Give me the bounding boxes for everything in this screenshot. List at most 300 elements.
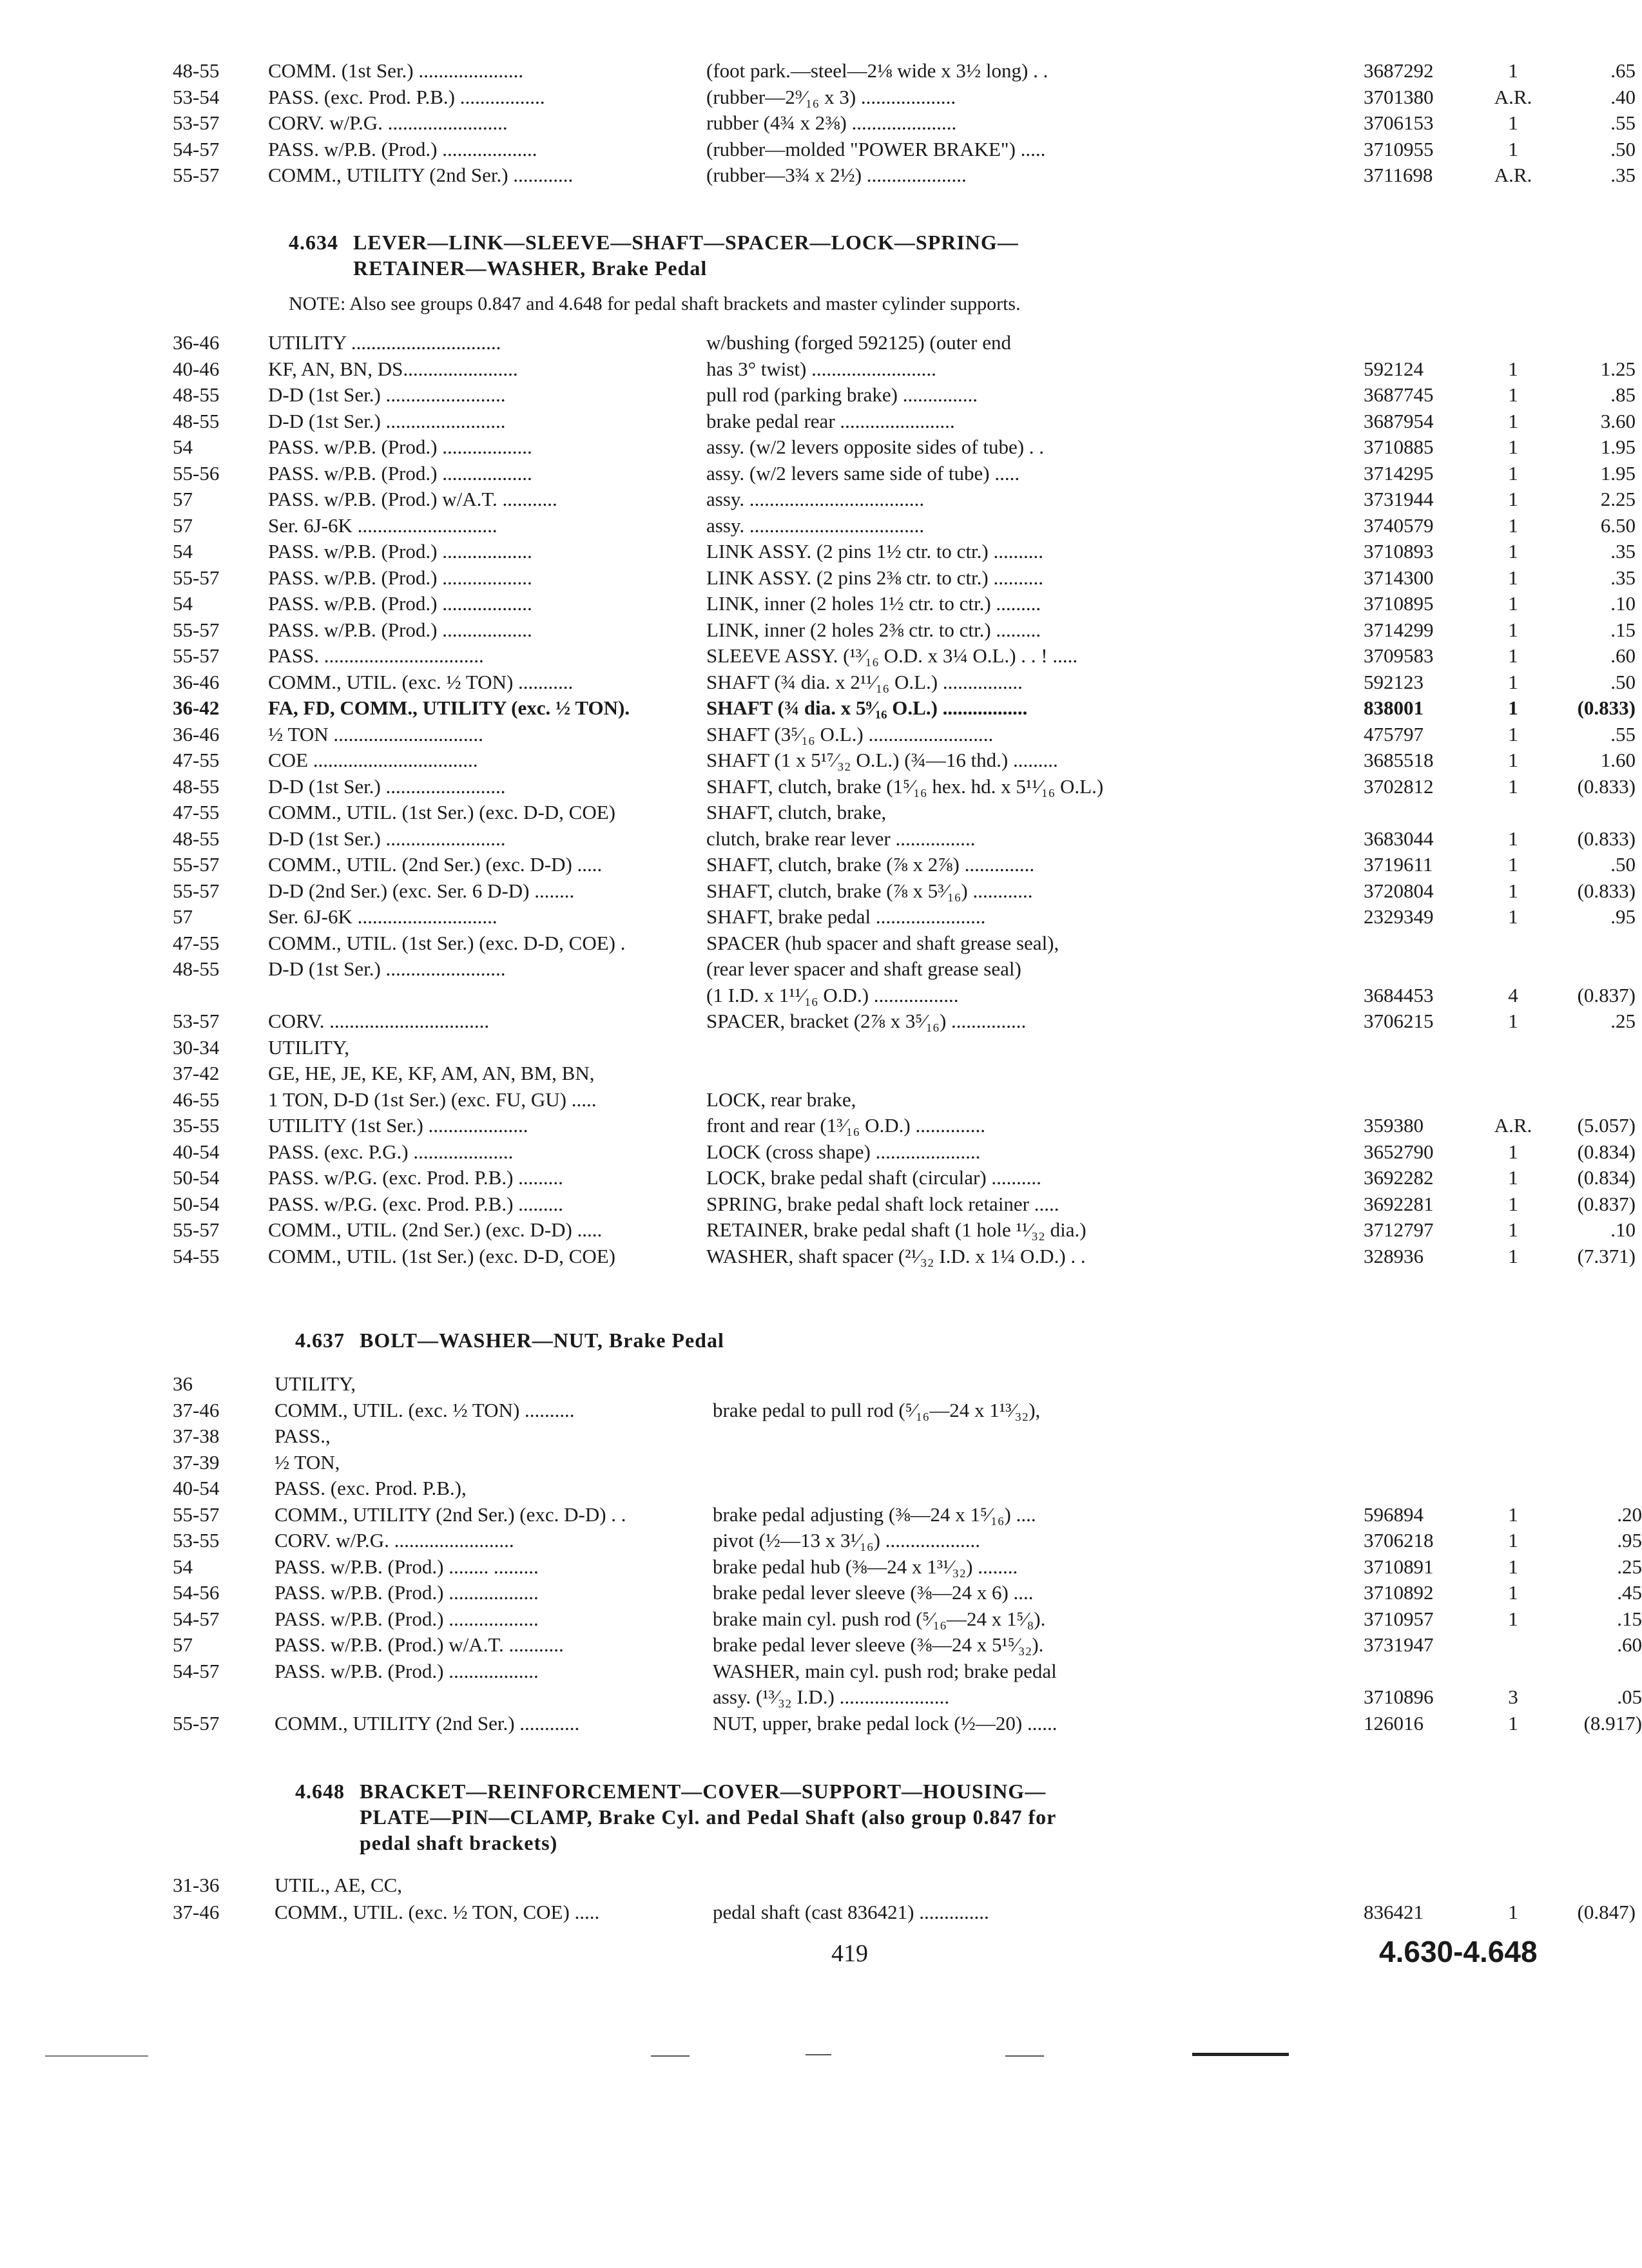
- table-row: [173, 1528, 1642, 1553]
- year-range: 54-57: [173, 1660, 220, 1682]
- price: 6.50: [1600, 514, 1636, 537]
- quantity: 1: [1508, 566, 1518, 589]
- price: 2.25: [1600, 488, 1636, 510]
- table-row: [173, 956, 1455, 982]
- price: .95: [1617, 1529, 1642, 1552]
- description: has 3° twist) .........................: [706, 358, 936, 380]
- year-range: 57: [173, 488, 193, 510]
- year-range: 57: [173, 905, 193, 928]
- price: 1.60: [1600, 749, 1636, 771]
- quantity: 1: [1508, 1503, 1518, 1526]
- application: UTILITY (1st Ser.) ....................: [268, 1114, 528, 1137]
- quantity: 1: [1508, 775, 1518, 798]
- table-row: [173, 1632, 1642, 1658]
- year-range: 36-46: [173, 671, 220, 693]
- section-heading-4634: [289, 228, 1019, 256]
- part-number: 126016: [1364, 1712, 1424, 1735]
- application: D-D (2nd Ser.) (exc. Ser. 6 D-D) ........: [268, 879, 575, 902]
- price: (0.834): [1577, 1166, 1636, 1189]
- price: 3.60: [1600, 410, 1636, 432]
- year-range: 36: [173, 1372, 193, 1395]
- description: assy. ...................................: [706, 488, 925, 510]
- table-row: [173, 826, 1636, 852]
- year-range: 55-57: [173, 1503, 220, 1526]
- part-number: 328936: [1364, 1245, 1424, 1267]
- year-range: 55-57: [173, 164, 220, 186]
- year-range: 53-55: [173, 1529, 220, 1552]
- scan-artifact: [651, 2055, 690, 2057]
- table-row: [173, 382, 1636, 408]
- application: PASS. w/P.G. (exc. Prod. P.B.) .........: [268, 1166, 563, 1189]
- section-title-line1: BRACKET—REINFORCEMENT—COVER—SUPPORT—HOUSING—: [360, 1780, 1047, 1803]
- table-row: [173, 852, 1636, 878]
- quantity: 1: [1508, 1529, 1518, 1552]
- year-range: 30-34: [173, 1036, 220, 1059]
- quantity: 3: [1508, 1686, 1518, 1708]
- part-number: 3709583: [1364, 644, 1434, 667]
- table-row: [173, 1684, 1642, 1710]
- year-range: 54-57: [173, 138, 220, 160]
- table-row: [173, 1061, 1455, 1086]
- application: PASS. w/P.B. (Prod.) ..................: [268, 462, 532, 485]
- description: SPACER (hub spacer and shaft grease seal),: [706, 932, 1059, 954]
- table-row: [173, 643, 1636, 669]
- description: brake main cyl. push rod (⁵⁄₁₆—24 x 1⁵⁄₈).: [713, 1608, 1046, 1630]
- price: 1.95: [1600, 436, 1636, 458]
- part-number: 3652790: [1364, 1140, 1434, 1163]
- year-range: 48-55: [173, 59, 220, 82]
- quantity: 1: [1508, 1166, 1518, 1189]
- description: assy. (w/2 levers opposite sides of tube) . .: [706, 436, 1045, 458]
- table-row: [173, 1217, 1636, 1243]
- part-number: 3731944: [1364, 488, 1434, 510]
- application: COMM., UTIL. (1st Ser.) (exc. D-D, COE): [268, 801, 615, 823]
- table-row: [173, 669, 1636, 695]
- price: (0.833): [1577, 697, 1636, 719]
- application: UTILITY,: [268, 1036, 349, 1059]
- quantity: 1: [1508, 879, 1518, 902]
- part-number: 836421: [1364, 1901, 1424, 1923]
- price: .50: [1610, 138, 1636, 160]
- part-number: 3692281: [1364, 1193, 1434, 1215]
- description: SPACER, bracket (2⅞ x 3⁵⁄₁₆) ...............: [706, 1010, 1027, 1032]
- application: COMM., UTIL. (1st Ser.) (exc. D-D, COE): [268, 1245, 615, 1267]
- description: SHAFT, brake pedal ......................: [706, 905, 986, 928]
- application: D-D (1st Ser.) ........................: [268, 775, 506, 798]
- year-range: 48-55: [173, 383, 220, 406]
- description: LINK, inner (2 holes 2⅜ ctr. to ctr.) .........: [706, 619, 1041, 641]
- application: CORV. w/P.G. ........................: [268, 111, 508, 134]
- quantity: 1: [1508, 697, 1518, 719]
- table-row: [173, 800, 1455, 825]
- year-range: 37-42: [173, 1062, 220, 1084]
- description: LINK ASSY. (2 pins 2⅜ ctr. to ctr.) ..........: [706, 566, 1043, 589]
- part-number: 3712797: [1364, 1218, 1434, 1241]
- application: CORV. ................................: [268, 1010, 490, 1032]
- quantity: 1: [1508, 540, 1518, 562]
- quantity: 1: [1508, 1245, 1518, 1267]
- price: .50: [1610, 671, 1636, 693]
- part-number: 3714295: [1364, 462, 1434, 485]
- description: SHAFT (1 x 5¹⁷⁄₃₂ O.L.) (¾—16 thd.) .........: [706, 749, 1058, 771]
- description: pedal shaft (cast 836421) ..............: [713, 1901, 989, 1923]
- table-row: [173, 930, 1455, 956]
- year-range: 40-54: [173, 1477, 220, 1499]
- description: LOCK, rear brake,: [706, 1088, 856, 1111]
- application: UTILITY ..............................: [268, 331, 501, 354]
- description: (rubber—3¾ x 2½) ....................: [706, 164, 967, 186]
- year-range: 37-46: [173, 1399, 220, 1421]
- table-row: [173, 1087, 1455, 1113]
- application: COMM., UTIL. (exc. ½ TON) ..........: [275, 1399, 575, 1421]
- description: brake pedal lever sleeve (⅜—24 x 5¹⁵⁄₃₂).: [713, 1633, 1044, 1656]
- price: .05: [1617, 1686, 1642, 1708]
- application: PASS. w/P.B. (Prod.) ..................: [275, 1660, 539, 1682]
- quantity: 1: [1508, 1555, 1518, 1578]
- part-number: 3692282: [1364, 1166, 1434, 1189]
- year-range: 55-57: [173, 853, 220, 876]
- price: (0.833): [1577, 827, 1636, 850]
- year-range: 47-55: [173, 932, 220, 954]
- table-row: [173, 1899, 1636, 1925]
- section-number: 4.648: [295, 1780, 345, 1803]
- quantity: 1: [1508, 1712, 1518, 1735]
- year-range: 47-55: [173, 801, 220, 823]
- description: (foot park.—steel—2⅛ wide x 3½ long) . .: [706, 59, 1048, 82]
- part-number: 3687292: [1364, 59, 1434, 82]
- application: D-D (1st Ser.) ........................: [268, 827, 506, 850]
- application: D-D (1st Ser.) ........................: [268, 410, 506, 432]
- year-range: 53-57: [173, 1010, 220, 1032]
- description: brake pedal rear .......................: [706, 410, 955, 432]
- table-row: [173, 1658, 1455, 1684]
- year-range: 54: [173, 592, 193, 615]
- part-number: 3706218: [1364, 1529, 1434, 1552]
- price: .60: [1610, 644, 1636, 667]
- application: CORV. w/P.G. ........................: [275, 1529, 514, 1552]
- price: 1.95: [1600, 462, 1636, 485]
- table-row: [173, 774, 1636, 800]
- year-range: 36-46: [173, 723, 220, 745]
- table-row: [173, 330, 1455, 356]
- price: .25: [1610, 1010, 1636, 1032]
- application: PASS. w/P.B. (Prod.) w/A.T. ...........: [268, 488, 557, 510]
- year-range: 37-46: [173, 1901, 220, 1923]
- table-row: [173, 1244, 1636, 1269]
- year-range: 37-38: [173, 1425, 220, 1447]
- part-number: 3701380: [1364, 86, 1434, 108]
- quantity: 1: [1508, 410, 1518, 432]
- table-row: [173, 110, 1636, 136]
- quantity: 1: [1508, 1581, 1518, 1604]
- price: (0.834): [1577, 1140, 1636, 1163]
- year-range: 50-54: [173, 1193, 220, 1215]
- year-range: 57: [173, 514, 193, 537]
- year-range: 48-55: [173, 410, 220, 432]
- section-note: NOTE: Also see groups 0.847 and 4.648 for pedal shaft brackets and master cylinder supports.: [289, 293, 1021, 314]
- description: assy. (¹³⁄₃₂ I.D.) ......................: [713, 1686, 950, 1708]
- application: PASS. w/P.B. (Prod.) ..................: [268, 592, 532, 615]
- part-number: 3683044: [1364, 827, 1434, 850]
- table-row: [173, 1711, 1642, 1736]
- price: (0.837): [1577, 984, 1636, 1006]
- quantity: 1: [1508, 514, 1518, 537]
- quantity: 1: [1508, 723, 1518, 745]
- price: .95: [1610, 905, 1636, 928]
- year-range: 46-55: [173, 1088, 220, 1111]
- year-range: 54-55: [173, 1245, 220, 1267]
- table-row: [173, 1165, 1636, 1191]
- price: 1.25: [1600, 358, 1636, 380]
- application: COMM., UTILITY (2nd Ser.) (exc. D-D) . .: [275, 1503, 626, 1526]
- application: ½ TON,: [275, 1451, 340, 1474]
- description: WASHER, shaft spacer (²¹⁄₃₂ I.D. x 1¼ O.D.) . .: [706, 1245, 1086, 1267]
- application: 1 TON, D-D (1st Ser.) (exc. FU, GU) .....: [268, 1088, 597, 1111]
- section-title-line1: LEVER—LINK—SLEEVE—SHAFT—SPACER—LOCK—SPRING—: [353, 231, 1019, 254]
- application: PASS. w/P.B. (Prod.) ..................: [268, 619, 532, 641]
- quantity: 1: [1508, 619, 1518, 641]
- table-row: [173, 1502, 1642, 1528]
- table-row: [173, 137, 1636, 162]
- description: pull rod (parking brake) ...............: [706, 383, 978, 406]
- scan-artifact: [1005, 2055, 1044, 2057]
- application: KF, AN, BN, DS.......................: [268, 358, 518, 380]
- quantity: 1: [1508, 383, 1518, 406]
- application: PASS. (exc. Prod. P.B.) .................: [268, 86, 545, 108]
- quantity: 1: [1508, 671, 1518, 693]
- application: COMM., UTIL. (2nd Ser.) (exc. D-D) .....: [268, 1218, 603, 1241]
- price: .50: [1610, 853, 1636, 876]
- price: .55: [1610, 723, 1636, 745]
- part-number: 838001: [1364, 697, 1424, 719]
- table-row: [173, 1035, 1455, 1061]
- year-range: 54: [173, 1555, 193, 1578]
- table-row: [173, 1398, 1455, 1423]
- application: Ser. 6J-6K ............................: [268, 514, 497, 537]
- part-number: 3710896: [1364, 1686, 1434, 1708]
- part-number: 3710891: [1364, 1555, 1434, 1578]
- application: PASS. w/P.B. (Prod.) w/A.T. ...........: [275, 1633, 564, 1656]
- year-range: 48-55: [173, 775, 220, 798]
- quantity: 1: [1508, 436, 1518, 458]
- quantity: 1: [1508, 905, 1518, 928]
- description: assy. ...................................: [706, 514, 925, 537]
- section-number: 4.634: [289, 231, 338, 254]
- quantity: 1: [1508, 1193, 1518, 1215]
- price: .35: [1610, 164, 1636, 186]
- year-range: 36-46: [173, 331, 220, 354]
- table-row: [173, 408, 1636, 434]
- price: .20: [1617, 1503, 1642, 1526]
- application: GE, HE, JE, KE, KF, AM, AN, BM, BN,: [268, 1062, 595, 1084]
- price: (0.833): [1577, 879, 1636, 902]
- application: PASS. w/P.B. (Prod.) ..................: [275, 1608, 539, 1630]
- description: brake pedal adjusting (⅜—24 x 1⁵⁄₁₆) ....: [713, 1503, 1036, 1526]
- section-heading-4648: [295, 1777, 1046, 1805]
- table-row: [173, 1139, 1636, 1165]
- year-range: 48-55: [173, 957, 220, 980]
- quantity: 1: [1508, 1608, 1518, 1630]
- quantity: A.R.: [1494, 86, 1532, 108]
- description: brake pedal hub (⅜—24 x 1³¹⁄₃₂) ........: [713, 1555, 1018, 1578]
- application: PASS. w/P.B. (Prod.) ........ .........: [275, 1555, 539, 1578]
- part-number: 3719611: [1364, 853, 1433, 876]
- table-row: [173, 434, 1636, 460]
- description: (rubber—2⁹⁄₁₆ x 3) ...................: [706, 86, 956, 108]
- application: PASS. w/P.G. (exc. Prod. P.B.) .........: [268, 1193, 563, 1215]
- price: (0.837): [1577, 1193, 1636, 1215]
- application: ½ TON ..............................: [268, 723, 483, 745]
- application: PASS. w/P.B. (Prod.) ..................: [268, 566, 532, 589]
- table-row: [173, 1872, 1455, 1898]
- table-row: [173, 1475, 1455, 1501]
- section-number: 4.637: [295, 1329, 345, 1352]
- part-number: 3720804: [1364, 879, 1434, 902]
- application: UTILITY,: [275, 1372, 356, 1395]
- section-title-line2: PLATE—PIN—CLAMP, Brake Cyl. and Pedal Shaft (also group 0.847 for: [360, 1805, 1057, 1829]
- application: COMM., UTIL. (1st Ser.) (exc. D-D, COE) .: [268, 932, 626, 954]
- part-number: 359380: [1364, 1114, 1424, 1137]
- year-range: 54-56: [173, 1581, 220, 1604]
- quantity: 1: [1508, 749, 1518, 771]
- scan-artifact: [45, 2055, 148, 2057]
- section-title-line2: RETAINER—WASHER, Brake Pedal: [353, 256, 708, 280]
- price: .35: [1610, 566, 1636, 589]
- quantity: 1: [1508, 488, 1518, 510]
- table-row: [173, 617, 1636, 643]
- price: .45: [1617, 1581, 1642, 1604]
- price: .15: [1610, 619, 1636, 641]
- description: LINK ASSY. (2 pins 1½ ctr. to ctr.) ..........: [706, 540, 1043, 562]
- table-row: [173, 747, 1636, 773]
- table-row: [173, 565, 1636, 591]
- table-row: [173, 1450, 1455, 1475]
- application: UTIL., AE, CC,: [275, 1874, 403, 1896]
- table-row: [173, 513, 1636, 539]
- application: D-D (1st Ser.) ........................: [268, 383, 506, 406]
- part-number: 3710893: [1364, 540, 1434, 562]
- quantity: 1: [1508, 592, 1518, 615]
- table-row: [173, 162, 1636, 188]
- price: .15: [1617, 1608, 1642, 1630]
- year-range: 48-55: [173, 827, 220, 850]
- quantity: 4: [1508, 984, 1518, 1006]
- application: PASS. w/P.B. (Prod.) ..................: [268, 436, 532, 458]
- quantity: 1: [1508, 853, 1518, 876]
- year-range: 55-57: [173, 1218, 220, 1241]
- part-number: 3710955: [1364, 138, 1434, 160]
- price: .40: [1610, 86, 1636, 108]
- year-range: 55-56: [173, 462, 220, 485]
- part-number: 592124: [1364, 358, 1424, 380]
- year-range: 57: [173, 1633, 193, 1656]
- description: rubber (4¾ x 2⅜) .....................: [706, 111, 957, 134]
- price: (5.057): [1577, 1114, 1636, 1137]
- year-range: 55-57: [173, 879, 220, 902]
- application: PASS. w/P.B. (Prod.) ..................: [275, 1581, 539, 1604]
- quantity: 1: [1508, 827, 1518, 850]
- part-number: 3685518: [1364, 749, 1434, 771]
- application: COMM., UTIL. (2nd Ser.) (exc. D-D) .....: [268, 853, 603, 876]
- description: SHAFT, clutch, brake (1⁵⁄₁₆ hex. hd. x 5¹¹⁄₁₆ O.L.): [706, 775, 1104, 798]
- year-range: 53-57: [173, 111, 220, 134]
- description: SHAFT, clutch, brake,: [706, 801, 887, 823]
- section-title-line3: pedal shaft brackets): [360, 1831, 558, 1854]
- description: clutch, brake rear lever ................: [706, 827, 976, 850]
- year-range: 55-57: [173, 619, 220, 641]
- description: (rubber—molded "POWER BRAKE") .....: [706, 138, 1046, 160]
- quantity: A.R.: [1494, 164, 1532, 186]
- year-range: 47-55: [173, 749, 220, 771]
- part-number: 596894: [1364, 1503, 1424, 1526]
- year-range: 31-36: [173, 1874, 220, 1896]
- application: PASS.,: [275, 1425, 331, 1447]
- description: LINK, inner (2 holes 1½ ctr. to ctr.) .........: [706, 592, 1041, 615]
- price: (7.371): [1577, 1245, 1636, 1267]
- year-range: 50-54: [173, 1166, 220, 1189]
- year-range: 40-46: [173, 358, 220, 380]
- quantity: 1: [1508, 1140, 1518, 1163]
- description: RETAINER, brake pedal shaft (1 hole ¹¹⁄₃₂ dia.): [706, 1218, 1087, 1241]
- part-number: 3710957: [1364, 1608, 1434, 1630]
- application: COMM. (1st Ser.) .....................: [268, 59, 524, 82]
- application: PASS. (exc. P.G.) ....................: [268, 1140, 514, 1163]
- description: LOCK (cross shape) .....................: [706, 1140, 981, 1163]
- description: NUT, upper, brake pedal lock (½—20) ......: [713, 1712, 1058, 1735]
- price: .85: [1610, 383, 1636, 406]
- price: .25: [1617, 1555, 1642, 1578]
- part-number: 3740579: [1364, 514, 1434, 537]
- table-row: [173, 539, 1636, 564]
- table-row: [173, 722, 1636, 747]
- table-row: [173, 356, 1636, 382]
- description: pivot (½—13 x 3¹⁄₁₆) ...................: [713, 1529, 980, 1552]
- quantity: 1: [1508, 1218, 1518, 1241]
- application: COMM., UTIL. (exc. ½ TON) ...........: [268, 671, 574, 693]
- application: COMM., UTILITY (2nd Ser.) ............: [268, 164, 574, 186]
- part-number: 3702812: [1364, 775, 1434, 798]
- description: LOCK, brake pedal shaft (circular) ..........: [706, 1166, 1041, 1189]
- description: SHAFT (¾ dia. x 5⁹⁄₁₆ O.L.) .................: [706, 697, 1028, 719]
- table-row: [173, 591, 1636, 617]
- year-range: 54: [173, 436, 193, 458]
- description: SHAFT (3⁵⁄₁₆ O.L.) .........................: [706, 723, 994, 745]
- part-number: 3731947: [1364, 1633, 1434, 1656]
- table-row: [173, 486, 1636, 512]
- application: COE .................................: [268, 749, 478, 771]
- part-number: 3710892: [1364, 1581, 1434, 1604]
- table-row: [173, 1191, 1636, 1217]
- application: PASS. (exc. Prod. P.B.),: [275, 1477, 467, 1499]
- description: SHAFT (¾ dia. x 2¹¹⁄₁₆ O.L.) ................: [706, 671, 1023, 693]
- quantity: 1: [1508, 111, 1518, 134]
- price: .65: [1610, 59, 1636, 82]
- price: .55: [1610, 111, 1636, 134]
- part-number: 3706215: [1364, 1010, 1434, 1032]
- price: .10: [1610, 1218, 1636, 1241]
- year-range: 54: [173, 540, 193, 562]
- description: SLEEVE ASSY. (¹³⁄₁₆ O.D. x 3¼ O.L.) . . ! .....: [706, 644, 1078, 667]
- year-range: 55-57: [173, 1712, 220, 1735]
- price: (0.847): [1577, 1901, 1636, 1923]
- part-number: 3710895: [1364, 592, 1434, 615]
- scan-artifact: [1192, 2053, 1289, 2056]
- year-range: 40-54: [173, 1140, 220, 1163]
- price: (0.833): [1577, 775, 1636, 798]
- description: SHAFT, clutch, brake (⅞ x 5³⁄₁₆) ............: [706, 879, 1033, 902]
- table-row: [173, 84, 1636, 110]
- description: SPRING, brake pedal shaft lock retainer .....: [706, 1193, 1059, 1215]
